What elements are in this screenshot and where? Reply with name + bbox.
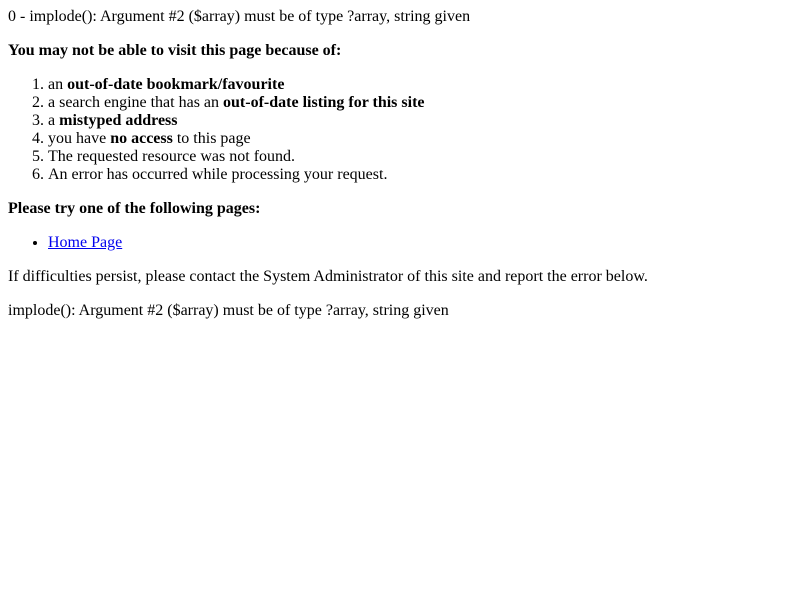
reason-prefix: a search engine that has an [48,94,224,111]
list-item [48,94,792,112]
reason-prefix: a [48,112,60,129]
reason-prefix: The requested resource was not found. [48,148,296,165]
reason-emphasis: no access [110,130,173,147]
suggestions-heading: Please try one of the following pages: [8,200,261,217]
error-title: 0 - implode(): Argument #2 ($array) must be of type ?array, string given [8,8,471,25]
error-detail: implode(): Argument #2 ($array) must be of type ?array, string given [8,302,449,319]
reason-emphasis: out-of-date listing for this site [223,94,425,111]
list-item [48,148,792,166]
reason-emphasis: out-of-date bookmark/favourite [67,76,285,93]
home-page-link[interactable]: Home Page [48,234,123,251]
contact-message: If difficulties persist, please contact the System Administrator of this site and report the error below. [8,268,648,285]
suggestions-list [8,234,792,252]
list-item [48,130,792,148]
reason-prefix: an [48,76,68,93]
list-item [48,166,792,184]
reasons-list [8,76,792,184]
reason-emphasis: mistyped address [59,112,178,129]
reason-suffix: to this page [172,130,251,147]
list-item [48,234,792,252]
reasons-heading: You may not be able to visit this page because of: [8,42,342,59]
reason-prefix: An error has occurred while processing your request. [48,166,388,183]
list-item [48,112,792,130]
reason-prefix: you have [48,130,111,147]
list-item [48,76,792,94]
